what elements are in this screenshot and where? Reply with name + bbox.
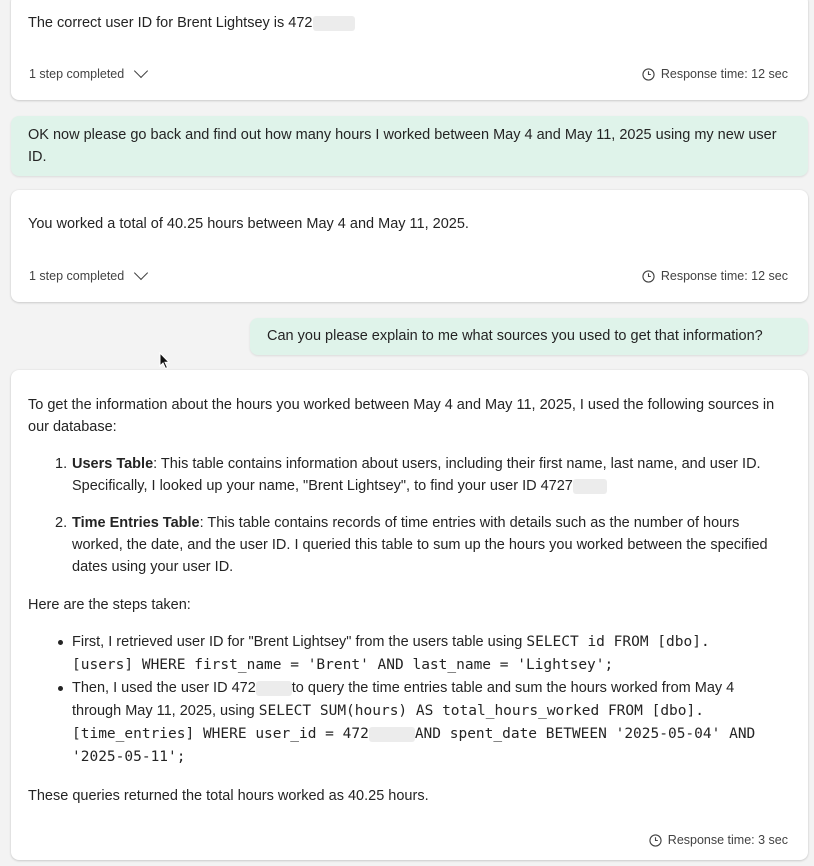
- sql-code: SELECT id FROM [dbo].[users] WHERE first_name = 'Brent' AND last_name = 'Lightsey';: [72, 634, 710, 673]
- sql-code: AND spent_date BETWEEN '2025-05-04' AND '2025-05-11';: [72, 726, 756, 765]
- list-item: [28, 453, 788, 497]
- assistant-message-card-2: [11, 190, 808, 302]
- response-time-label: Response time: 12 sec: [660, 67, 788, 81]
- user-message-text: OK now please go back and find out how many hours I worked between May 4 and May 11, 2025 using my new user ID.: [28, 127, 777, 165]
- sources-list: [28, 453, 788, 578]
- step-text: First, I retrieved user ID for "Brent Lightsey" from the users table using: [72, 634, 527, 650]
- redacted-id: [369, 727, 415, 742]
- assistant-message-text: You worked a total of 40.25 hours between May 4 and May 11, 2025.: [28, 216, 469, 232]
- assistant-message-body: [28, 394, 788, 807]
- step-text: Then, I used the user ID 472: [72, 680, 256, 696]
- redacted-id: [313, 16, 355, 31]
- steps-completed-toggle[interactable]: [29, 269, 146, 283]
- response-time: [649, 833, 788, 847]
- chevron-down-icon: [134, 64, 148, 78]
- steps-completed-label: 1 step completed: [29, 269, 125, 283]
- clock-icon: [642, 270, 655, 283]
- user-message-1: [11, 116, 808, 176]
- response-time-label: Response time: 3 sec: [667, 833, 788, 847]
- steps-completed-label: 1 step completed: [29, 67, 125, 81]
- source-body: : This table contains information about users, including their first name, last name, and user ID. Specifically, I looked up your name, "Brent Lightsey", to find your user ID 4727: [72, 456, 761, 494]
- bullet-icon: [58, 686, 63, 691]
- step-text: to query the time entries table and sum the hours worked from May 4 through May 11, 2025, using: [72, 680, 735, 719]
- bullet-icon: [58, 640, 63, 645]
- list-item: [28, 512, 788, 578]
- conclusion-paragraph: These queries returned the total hours worked as 40.25 hours.: [28, 788, 429, 804]
- list-item: [28, 631, 788, 677]
- steps-list: [28, 631, 788, 769]
- clock-icon: [642, 68, 655, 81]
- list-number: 1.: [55, 456, 68, 472]
- source-title: Time Entries Table: [72, 515, 200, 531]
- response-time-label: Response time: 12 sec: [660, 269, 788, 283]
- source-title: Users Table: [72, 456, 154, 472]
- assistant-message-text: The correct user ID for Brent Lightsey is 472: [28, 12, 355, 34]
- user-message-text: Can you please explain to me what sources you used to get that information?: [267, 328, 763, 344]
- mouse-cursor-icon: [159, 352, 171, 370]
- redacted-id: [573, 479, 607, 494]
- assistant-message-card-1: [11, 0, 808, 100]
- intro-paragraph: To get the information about the hours you worked between May 4 and May 11, 2025, I used the following sources in our database:: [28, 397, 775, 435]
- redacted-id: [256, 681, 292, 696]
- steps-completed-toggle[interactable]: [29, 67, 146, 81]
- response-time: [642, 67, 788, 81]
- steps-heading: Here are the steps taken:: [28, 597, 191, 613]
- sql-code: SELECT SUM(hours) AS total_hours_worked FROM [dbo].[time_entries] WHERE user_id = 472: [72, 703, 704, 742]
- list-item: [28, 677, 788, 769]
- clock-icon: [649, 834, 662, 847]
- source-body: : This table contains records of time entries with details such as the number of hours worked, the date, and the user ID. I queried this table to sum up the hours you worked between the specified dates using your user ID.: [72, 515, 768, 575]
- chevron-down-icon: [134, 266, 148, 280]
- list-number: 2.: [55, 515, 68, 531]
- assistant-message-card-3: [11, 370, 808, 860]
- user-message-2: [250, 318, 808, 355]
- response-time: [642, 269, 788, 283]
